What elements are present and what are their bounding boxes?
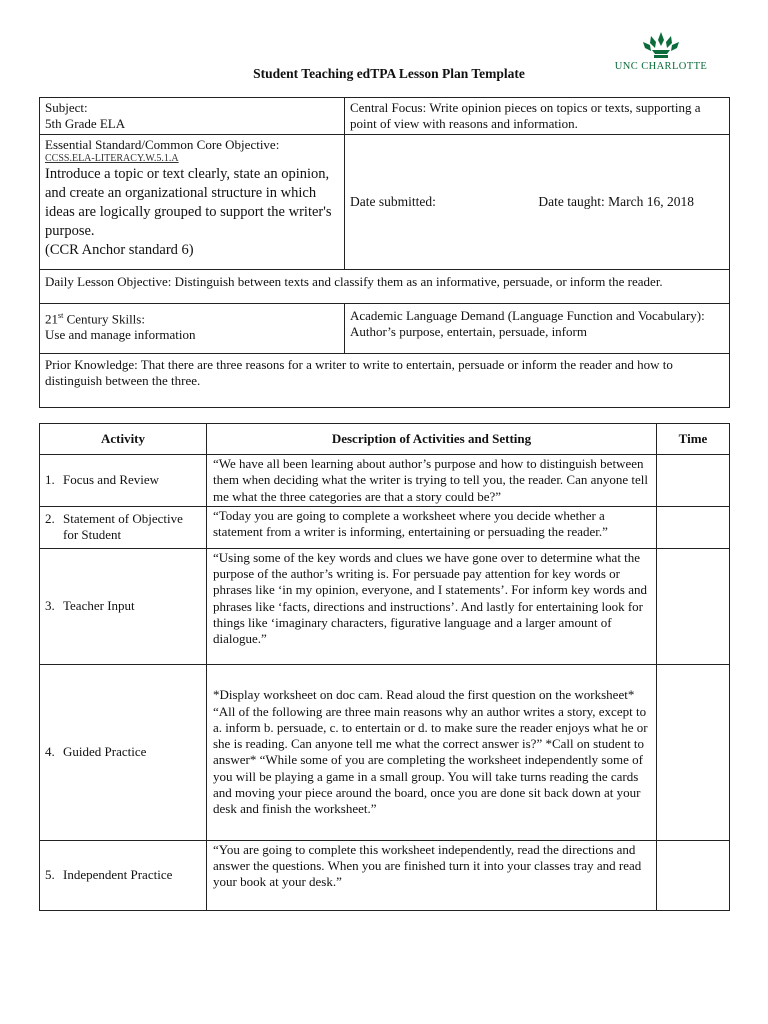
document-title: Student Teaching edTPA Lesson Plan Template xyxy=(253,66,525,81)
activity-cell xyxy=(40,506,207,548)
daily-objective: Daily Lesson Objective: Distinguish between texts and classify them as an informative, persuade, or inform the reader. xyxy=(45,274,663,289)
header-description: Description of Activities and Setting xyxy=(207,424,657,455)
academic-language-cell xyxy=(345,304,730,354)
prior-knowledge-cell xyxy=(40,354,730,408)
time-cell[interactable] xyxy=(657,506,730,548)
description-cell: “We have all been learning about author’s purpose and how to distinguish between them when deciding what the writer is trying to tell you, the reader. Can anyone tell me what the three categories are that a story could be?” xyxy=(207,455,657,507)
table-row xyxy=(40,455,730,507)
table-row xyxy=(40,506,730,548)
time-cell[interactable] xyxy=(657,840,730,910)
activity-name: Teacher Input xyxy=(63,598,135,614)
header-activity: Activity xyxy=(40,424,207,455)
activity-name: Focus and Review xyxy=(63,472,160,488)
date-taught: Date taught: March 16, 2018 xyxy=(538,194,694,209)
central-focus-text: Central Focus: Write opinion pieces on topics or texts, supporting a point of view with reasons and information. xyxy=(350,100,701,131)
header-time: Time xyxy=(657,424,730,455)
activity-cell xyxy=(40,664,207,840)
time-cell[interactable] xyxy=(657,664,730,840)
dates-cell xyxy=(345,135,730,270)
date-submitted: Date submitted: xyxy=(350,194,436,209)
table-row xyxy=(40,664,730,840)
logo-text: UNC CHARLOTTE xyxy=(614,61,708,72)
prior-knowledge: Prior Knowledge: That there are three reasons for a writer to write to entertain, persuade or inform the reader and how to distinguish between the three. xyxy=(45,357,673,388)
standard-cell xyxy=(40,135,345,270)
standard-code-link[interactable]: CCSS.ELA-LITERACY.W.5.1.A xyxy=(45,153,179,164)
activity-cell xyxy=(40,840,207,910)
standard-text: Introduce a topic or text clearly, state an opinion, and create an organizational structure in which ideas are logically grouped to support the writer's purpose. xyxy=(45,166,332,239)
activity-num: 1. xyxy=(45,472,55,488)
activity-num: 2. xyxy=(45,511,55,527)
academic-language: Academic Language Demand (Language Function and Vocabulary): Author’s purpose, entertain, persuade, inform xyxy=(350,308,705,339)
standard-label: Essential Standard/Common Core Objective: xyxy=(45,137,280,152)
activity-num: 3. xyxy=(45,598,55,614)
subject-label: Subject: xyxy=(45,100,88,115)
century-skills-label xyxy=(45,308,339,327)
daily-objective-cell xyxy=(40,270,730,304)
century-skills-value: Use and manage information xyxy=(45,327,196,343)
activity-name: Statement of Objective for Student xyxy=(63,511,183,543)
time-cell[interactable] xyxy=(657,548,730,664)
activity-name: Guided Practice xyxy=(63,744,147,760)
century-skills-cell xyxy=(40,304,345,354)
activity-num: 5. xyxy=(45,867,55,883)
activity-cell xyxy=(40,548,207,664)
activity-name: Independent Practice xyxy=(63,867,173,883)
subject-value: 5th Grade ELA xyxy=(45,116,126,131)
activities-table xyxy=(39,423,730,911)
description-cell: “You are going to complete this worksheet independently, read the directions and answer the questions. When you are finished turn it into your classes tray and read your book at your desk.” xyxy=(207,840,657,910)
description-cell: “Using some of the key words and clues we have gone over to determine what the purpose of the author’s writing is. For persuade pay attention for key words or phrases like ‘in my opinion, everyone, and I statements’. For inform key words and phrases like ‘facts, directions and instructions’. And lastly for entertaining look for things like ‘imaginary characters, figurative language and a larger amount of dialogue.” xyxy=(207,548,657,664)
time-cell[interactable] xyxy=(657,455,730,507)
century-skills-text: Century Skills: xyxy=(63,311,145,327)
anchor-standard: (CCR Anchor standard 6) xyxy=(45,242,194,258)
activity-num: 4. xyxy=(45,744,55,760)
activity-cell xyxy=(40,455,207,507)
lesson-info-table xyxy=(39,97,730,408)
central-focus-cell xyxy=(345,98,730,135)
description-cell: *Display worksheet on doc cam. Read aloud the first question on the worksheet* “All of the following are three main reasons why an author writes a story, except to a. inform b. persuade, c. to entertain or d. to make sure the reader enjoys what he or she is reading. Can anyone tell me what the correct answer is?” *Call on student to answer* “While some of you are completing the worksheet independently some of you will be playing a game in a small group. You will take turns reading the cards and moving your piece around the board, once you are done sit back down at your desk and finish the worksheet.” xyxy=(207,664,657,840)
crown-leaf-icon xyxy=(639,30,683,60)
description-cell: “Today you are going to complete a worksheet where you decide whether a statement from a writer is informing, entertaining or persuading the reader.” xyxy=(207,506,657,548)
table-row xyxy=(40,840,730,910)
subject-cell xyxy=(40,98,345,135)
century-skills-num: 21 xyxy=(45,311,58,327)
century-skills-sup: st xyxy=(58,311,64,320)
table-row xyxy=(40,548,730,664)
